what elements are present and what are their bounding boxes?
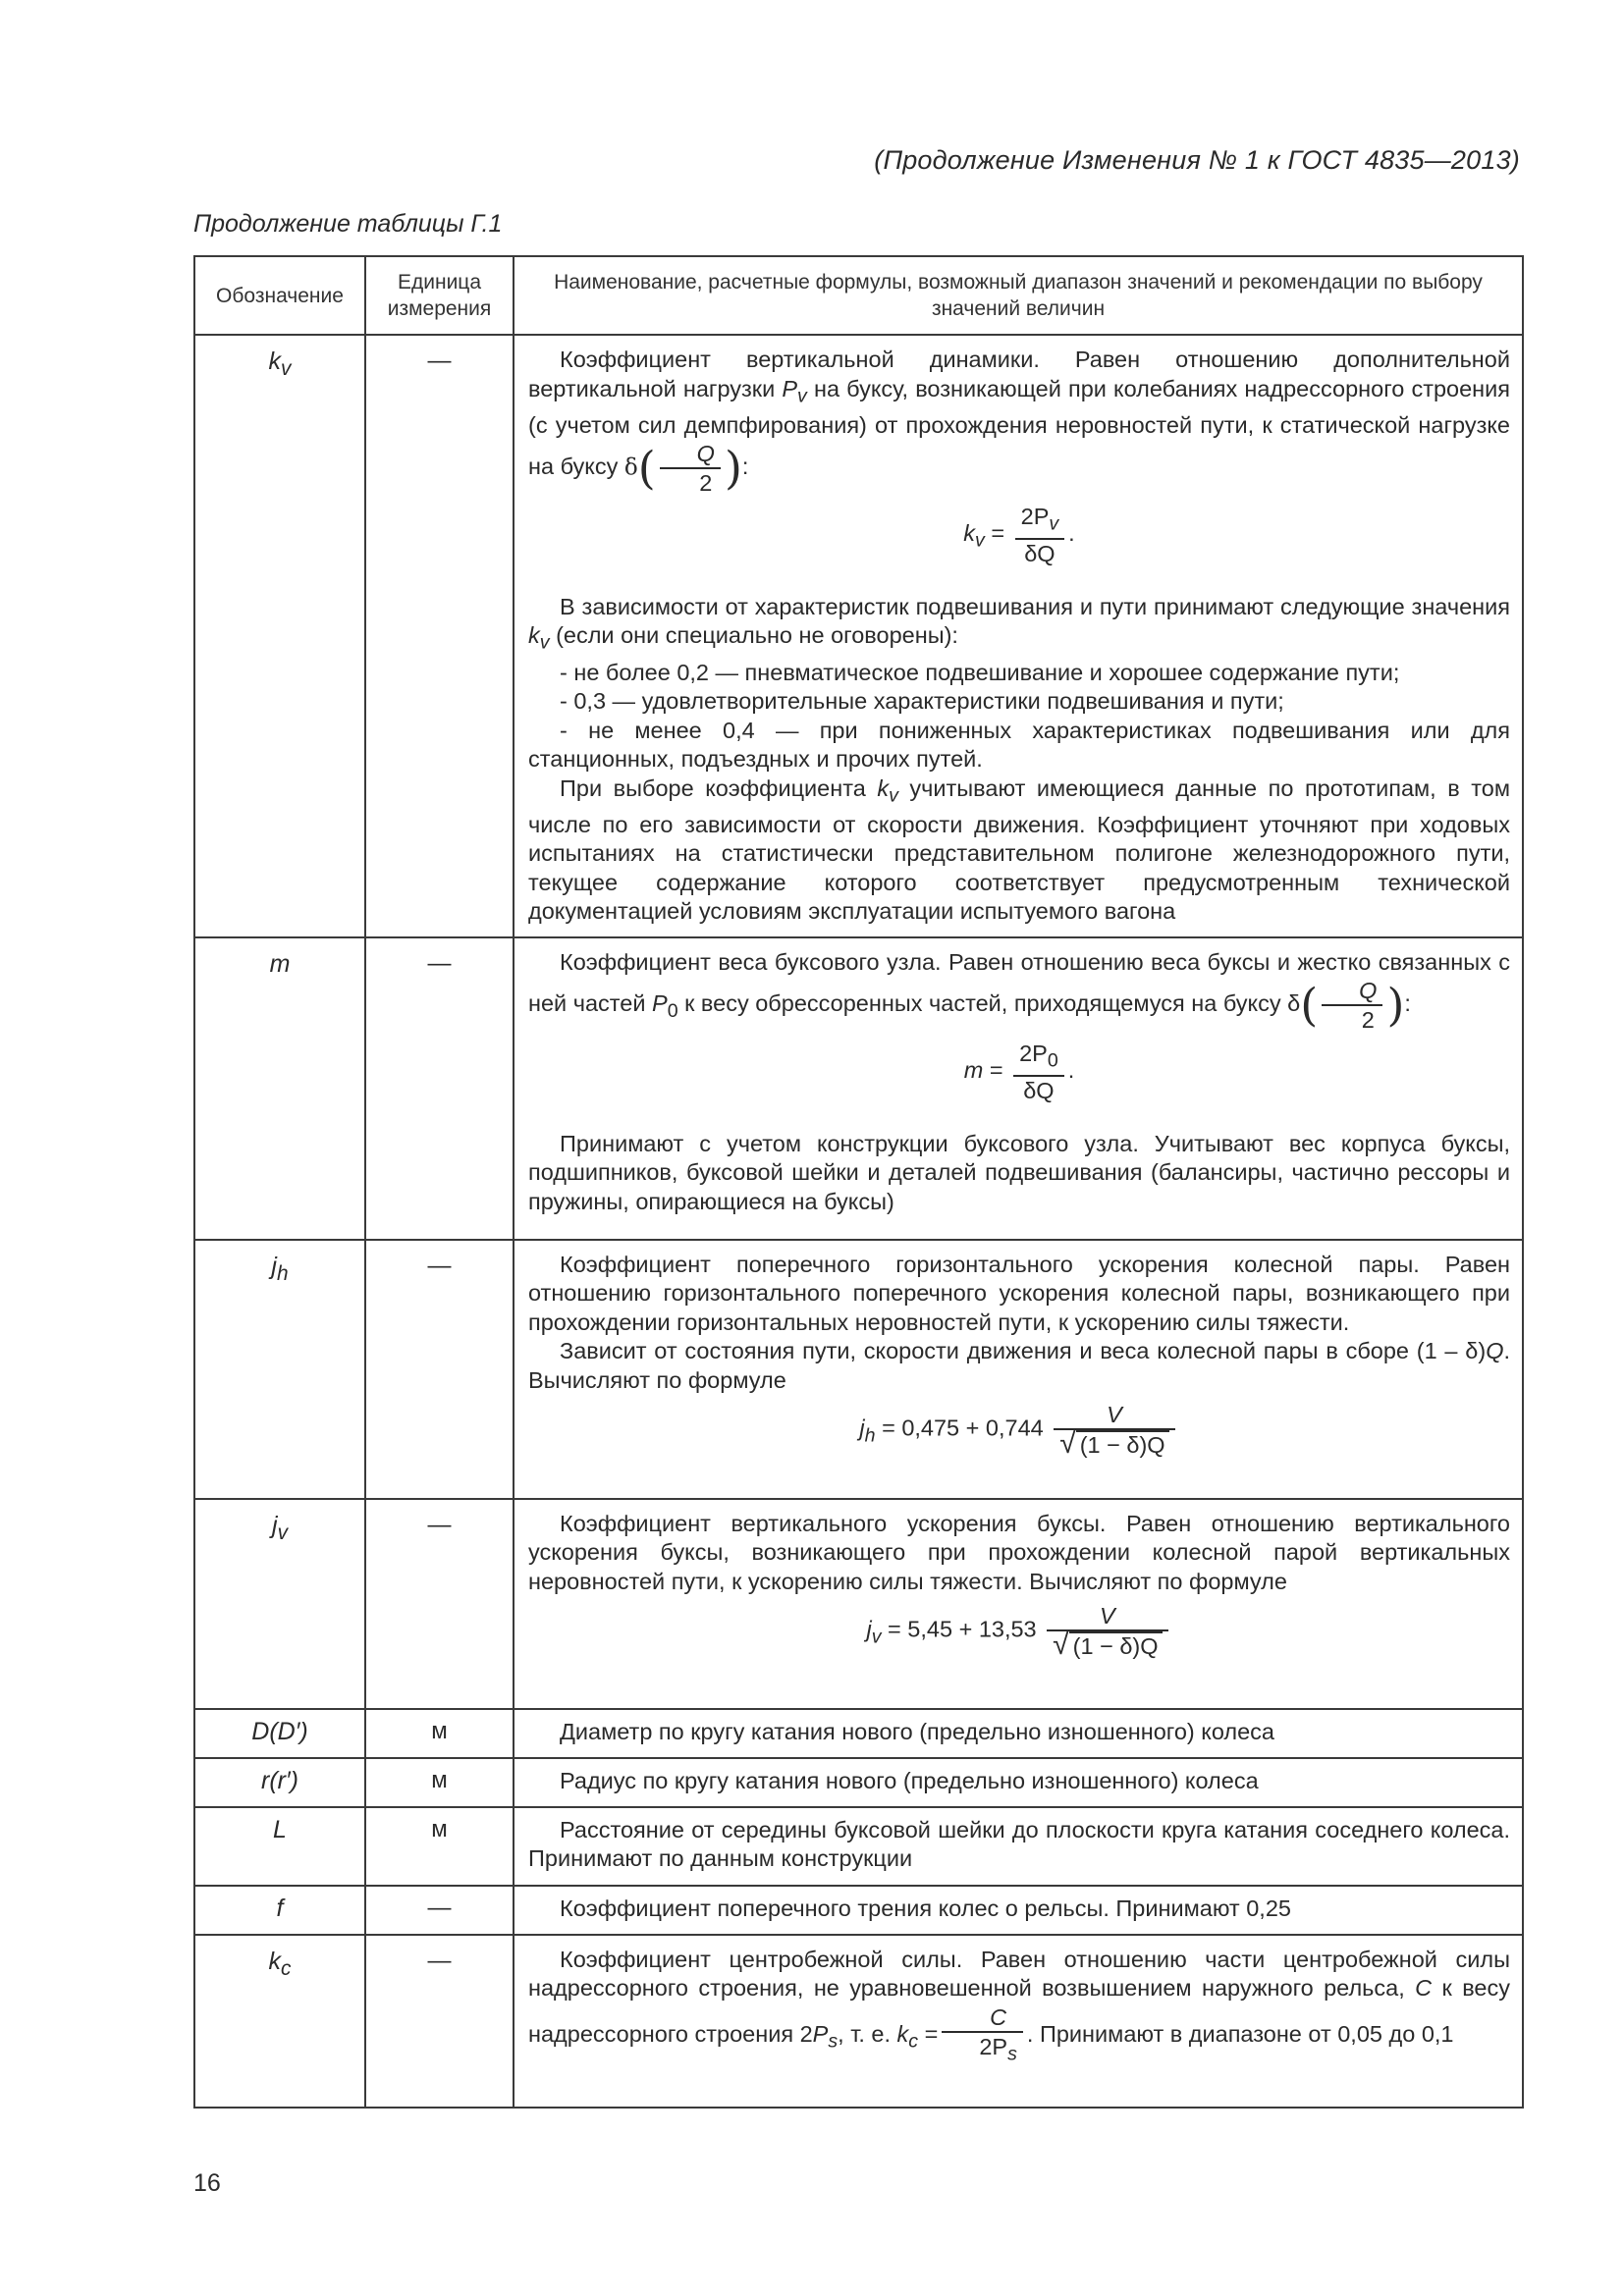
table-row [194, 1240, 1523, 1499]
description-cell: Коэффициент поперечного трения колес о рельсы. Принимают 0,25 [514, 1886, 1523, 1935]
column-header-unit: Единица измерения [365, 256, 514, 335]
column-header-symbol: Обозначение [194, 256, 365, 335]
column-header-description: Наименование, расчетные формулы, возможный диапазон значений и рекомендации по выбору значений величин [514, 256, 1523, 335]
formula-jh: $j_h = 0,475 + 0,744$ $\frac{V}{√ (1 - \delta)Q}$ [528, 1401, 1510, 1459]
symbol-cell: D(D′) [194, 1709, 365, 1758]
formula-jv: $j_v = 5,45 + 13,53$ $\frac{V}{√ (1 - \delta)Q}$ [528, 1602, 1510, 1660]
unit-cell: — [365, 1935, 514, 2108]
description-cell: Диаметр по кругу катания нового (предельно изношенного) колеса [514, 1709, 1523, 1758]
symbol-cell: f [194, 1886, 365, 1935]
unit-cell: — [365, 1240, 514, 1499]
description-cell: Коэффициент поперечного горизонтального ускорения колесной пары. Равен отношению горизонтального поперечного ускорения колесной пары, возникающего при прохождении горизонтальных неровностей пути, к ускорению силы тяжести. Зависит от состояния пути, скорости движения и веса колесной пары в сборе (1 – δ)Q. Вычисляют по формуле $j_h = 0,475 + 0,744$ $\frac{V}{√ (1 - \delta)Q}$ [514, 1240, 1523, 1499]
description-cell: Радиус по кругу катания нового (предельно изношенного) колеса [514, 1758, 1523, 1807]
table-row [194, 1758, 1523, 1807]
table-row [194, 1807, 1523, 1886]
unit-cell: м [365, 1758, 514, 1807]
table-caption: Продолжение таблицы Г.1 [193, 210, 503, 238]
list-item: - 0,3 — удовлетворительные характеристики подвешивания и пути; [560, 688, 1284, 715]
table-row [194, 1499, 1523, 1709]
page-number: 16 [193, 2169, 221, 2197]
description-cell: Расстояние от середины буксовой шейки до плоскости круга катания соседнего колеса. Принимают по данным конструкции [514, 1807, 1523, 1886]
symbol-cell: r(r′) [194, 1758, 365, 1807]
table-row [194, 1886, 1523, 1935]
table-row [194, 1709, 1523, 1758]
parameters-table [193, 255, 1524, 2109]
symbol-cell: $k_c$ [194, 1935, 365, 2108]
list-item: - не менее 0,4 — при пониженных характеристиках подвешивания или для станционных, подъездных и прочих путей. [528, 717, 1510, 773]
symbol-cell: $j_v$ [194, 1499, 365, 1709]
unit-cell: м [365, 1709, 514, 1758]
table-row [194, 1935, 1523, 2108]
unit-cell: — [365, 1499, 514, 1709]
formula-kv: $k_v$ = $\frac{2P_v}{\delta Q}$ . [963, 504, 1075, 566]
symbol-cell: $j_h$ [194, 1240, 365, 1499]
unit-cell: — [365, 1886, 514, 1935]
description-cell: Коэффициент центробежной силы. Равен отношению части центробежной силы надрессорного строения, не уравновешенной возвышением наружного рельса, C к весу надрессорного строения $2P_s$, т. е. $k_c$ = $\frac{C}{2P_s}$ . Принимают в диапазоне от 0,05 до 0,1 [514, 1935, 1523, 2108]
table-header-row [194, 256, 1523, 335]
description-cell: Коэффициент вертикальной динамики. Равен отношению дополнительной вертикальной нагрузки $P_v$ на буксу, возникающей при колебаниях надрессорного строения (с учетом сил демпфирования) от прохождения неровностей пути, к статической нагрузке на буксу δ( $\frac{Q}{2}$ ): $k_v$ = $\frac{2P_v}{\delta Q}$ . В зависимости от характеристик подвешивания и пути принимают следующие значения $k_v$ (если они специально не оговорены): - не более 0,2 — пневматическое подвешивание и хорошее содержание пути; - 0,3 — удовлетворительные характеристики подвешивания и пути; - не менее 0,4 — при пониженных характеристиках подвешивания или для станционных, подъездных и прочих путей. При выборе коэффициента $k_v$ учитывают имеющиеся данные по прототипам, в том числе по его зависимости от скорости движения. Коэффициент уточняют при ходовых испытаниях на статистически представительном полигоне железнодорожного пути, текущее содержание которого соответствует предусмотренным технической документацией условиям эксплуатации испытуемого вагона [514, 335, 1523, 937]
list-item: - не более 0,2 — пневматическое подвешивание и хорошее содержание пути; [560, 659, 1400, 685]
unit-cell: м [365, 1807, 514, 1886]
symbol-cell: L [194, 1807, 365, 1886]
symbol-cell: m [194, 937, 365, 1240]
header-note: (Продолжение Изменения № 1 к ГОСТ 4835—2013) [874, 145, 1520, 175]
table-row [194, 335, 1523, 937]
description-cell: Коэффициент вертикального ускорения буксы. Равен отношению вертикального ускорения буксы, возникающего при прохождении колесной парой вертикальных неровностей пути, к ускорению силы тяжести. Вычисляют по формуле $j_v = 5,45 + 13,53$ $\frac{V}{√ (1 - \delta)Q}$ [514, 1499, 1523, 1709]
unit-cell: — [365, 937, 514, 1240]
formula-m: m = $\frac{2P_0}{\delta Q}$ . [963, 1041, 1075, 1103]
table-row [194, 937, 1523, 1240]
symbol-cell: $k_v$ [194, 335, 365, 937]
unit-cell: — [365, 335, 514, 937]
description-cell: Коэффициент веса буксового узла. Равен отношению веса буксы и жестко связанных с ней частей $P_0$ к весу обрессоренных частей, приходящемуся на буксу δ( $\frac{Q}{2}$ ): m = $\frac{2P_0}{\delta Q}$ . Принимают с учетом конструкции буксового узла. Учитывают вес корпуса буксы, подшипников, буксовой шейки и деталей подвешивания (балансиры, частично рессоры и пружины, опирающиеся на буксы) [514, 937, 1523, 1240]
